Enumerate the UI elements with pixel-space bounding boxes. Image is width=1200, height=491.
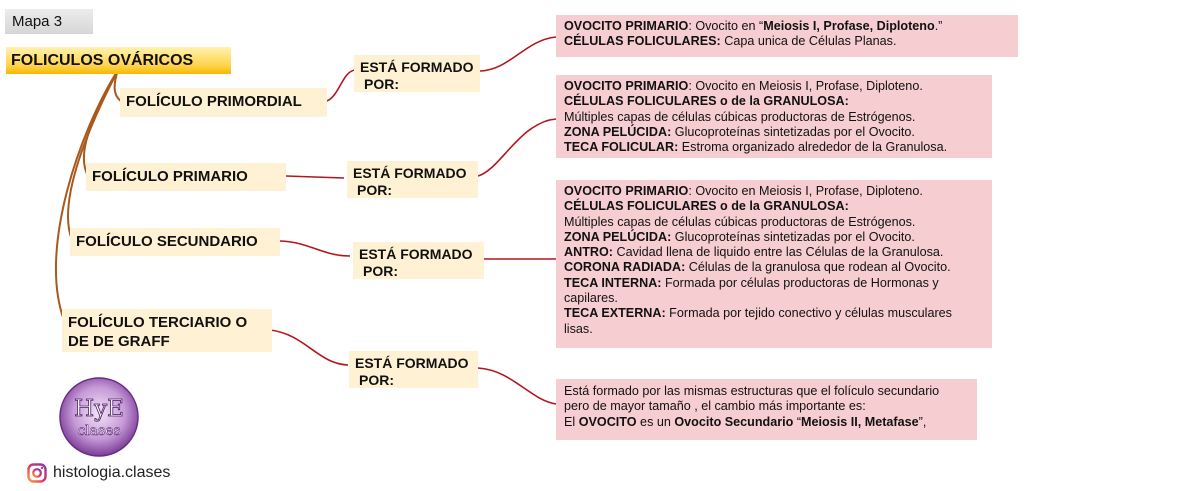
formado-line1: ESTÁ FORMADO <box>355 355 469 371</box>
info-line: CÉLULAS FOLICULARES o de la GRANULOSA: <box>564 94 849 109</box>
connector-primordial-formado <box>327 70 355 101</box>
instagram-icon <box>27 463 47 483</box>
info-line: TECA INTERNA: Formada por células productoras de Hormonas y <box>564 275 939 290</box>
info-line: capilares. <box>564 291 618 306</box>
node-foliculo-terciario <box>62 309 272 352</box>
node-label-line1: FOLÍCULO TERCIARIO O <box>68 314 248 331</box>
node-foliculo-secundario <box>70 228 280 256</box>
node-label: FOLÍCULO PRIMARIO <box>92 168 248 185</box>
root-node-foliculos-ovaricos: FOLICULOS OVÁRICOS <box>6 47 231 74</box>
info-line: ZONA PELÚCIDA: Glucoproteínas sintetizadas por el Ovocito. <box>564 229 915 244</box>
info-line: CÉLULAS FOLICULARES: Capa unica de Células Planas. <box>564 34 897 49</box>
info-line: OVOCITO PRIMARIO: Ovocito en “Meiosis I, Profase, Diploteno.” <box>564 19 943 33</box>
info-line: Múltiples capas de células cúbicas productoras de Estrógenos. <box>564 214 916 229</box>
info-line: Está formado por las mismas estructuras que el folículo secundario <box>564 384 940 398</box>
info-line: ANTRO: Cavidad llena de liquido entre las Células de la Granulosa. <box>564 245 944 260</box>
info-line: lisas. <box>564 321 593 336</box>
formado-line2: POR: <box>364 76 399 92</box>
formado-line1: ESTÁ FORMADO <box>353 165 467 181</box>
info-line: CÉLULAS FOLICULARES o de la GRANULOSA: <box>564 199 849 214</box>
connector-primario-formado <box>286 176 344 178</box>
formado-line1: ESTÁ FORMADO <box>360 59 474 75</box>
connector-root-terciario <box>56 70 118 320</box>
logo-text-hye: HyE <box>74 396 124 422</box>
map-label: Mapa 3 <box>5 9 93 34</box>
node-foliculo-primario <box>86 163 286 191</box>
node-label: FOLÍCULO PRIMORDIAL <box>126 93 302 110</box>
info-line: TECA EXTERNA: Formada por tejido conectivo y células musculares <box>564 306 952 321</box>
node-label-line2: DE DE GRAFF <box>68 333 170 350</box>
connector-terciario-formado <box>270 330 348 365</box>
node-foliculo-primordial <box>120 88 327 117</box>
info-line: TECA FOLICULAR: Estroma organizado alrededor de la Granulosa. <box>564 140 948 155</box>
connector-formado-info1 <box>480 37 556 71</box>
info-line: ZONA PELÚCIDA: Glucoproteínas sintetizadas por el Ovocito. <box>564 124 915 139</box>
connector-root-secundario <box>68 70 118 240</box>
info-box-terciario <box>556 379 977 440</box>
node-esta-formado-2 <box>347 161 478 198</box>
hye-clases-logo <box>58 376 140 458</box>
connector-root-primario <box>84 70 118 176</box>
node-esta-formado-3 <box>353 242 484 279</box>
formado-line2: POR: <box>359 372 394 388</box>
node-esta-formado-1 <box>354 55 480 92</box>
connector-secundario-formado <box>280 241 350 256</box>
instagram-handle <box>27 461 170 485</box>
info-line: El OVOCITO es un Ovocito Secundario “Meiosis II, Metafase”, <box>564 414 927 429</box>
logo-text-clases: clases <box>77 423 121 439</box>
info-line: Múltiples capas de células cúbicas productoras de Estrógenos. <box>564 109 916 124</box>
instagram-text: histologia.clases <box>53 464 171 481</box>
connector-formado-info4 <box>478 368 556 404</box>
info-box-secundario <box>556 180 992 348</box>
node-esta-formado-4 <box>349 351 478 388</box>
info-line: OVOCITO PRIMARIO: Ovocito en Meiosis I, Profase, Diploteno. <box>564 184 923 198</box>
formado-line2: POR: <box>363 263 398 279</box>
info-box-primordial <box>556 15 1018 57</box>
formado-line2: POR: <box>357 182 392 198</box>
info-line: OVOCITO PRIMARIO: Ovocito en Meiosis I, Profase, Diploteno. <box>564 79 923 93</box>
node-label: FOLÍCULO SECUNDARIO <box>76 233 258 250</box>
info-line: CORONA RADIADA: Células de la granulosa que rodean al Ovocito. <box>564 260 951 275</box>
formado-line1: ESTÁ FORMADO <box>359 246 473 262</box>
info-box-primario <box>556 75 992 158</box>
info-line: pero de mayor tamaño , el cambio más importante es: <box>564 399 866 414</box>
connector-formado-info2 <box>478 119 556 176</box>
